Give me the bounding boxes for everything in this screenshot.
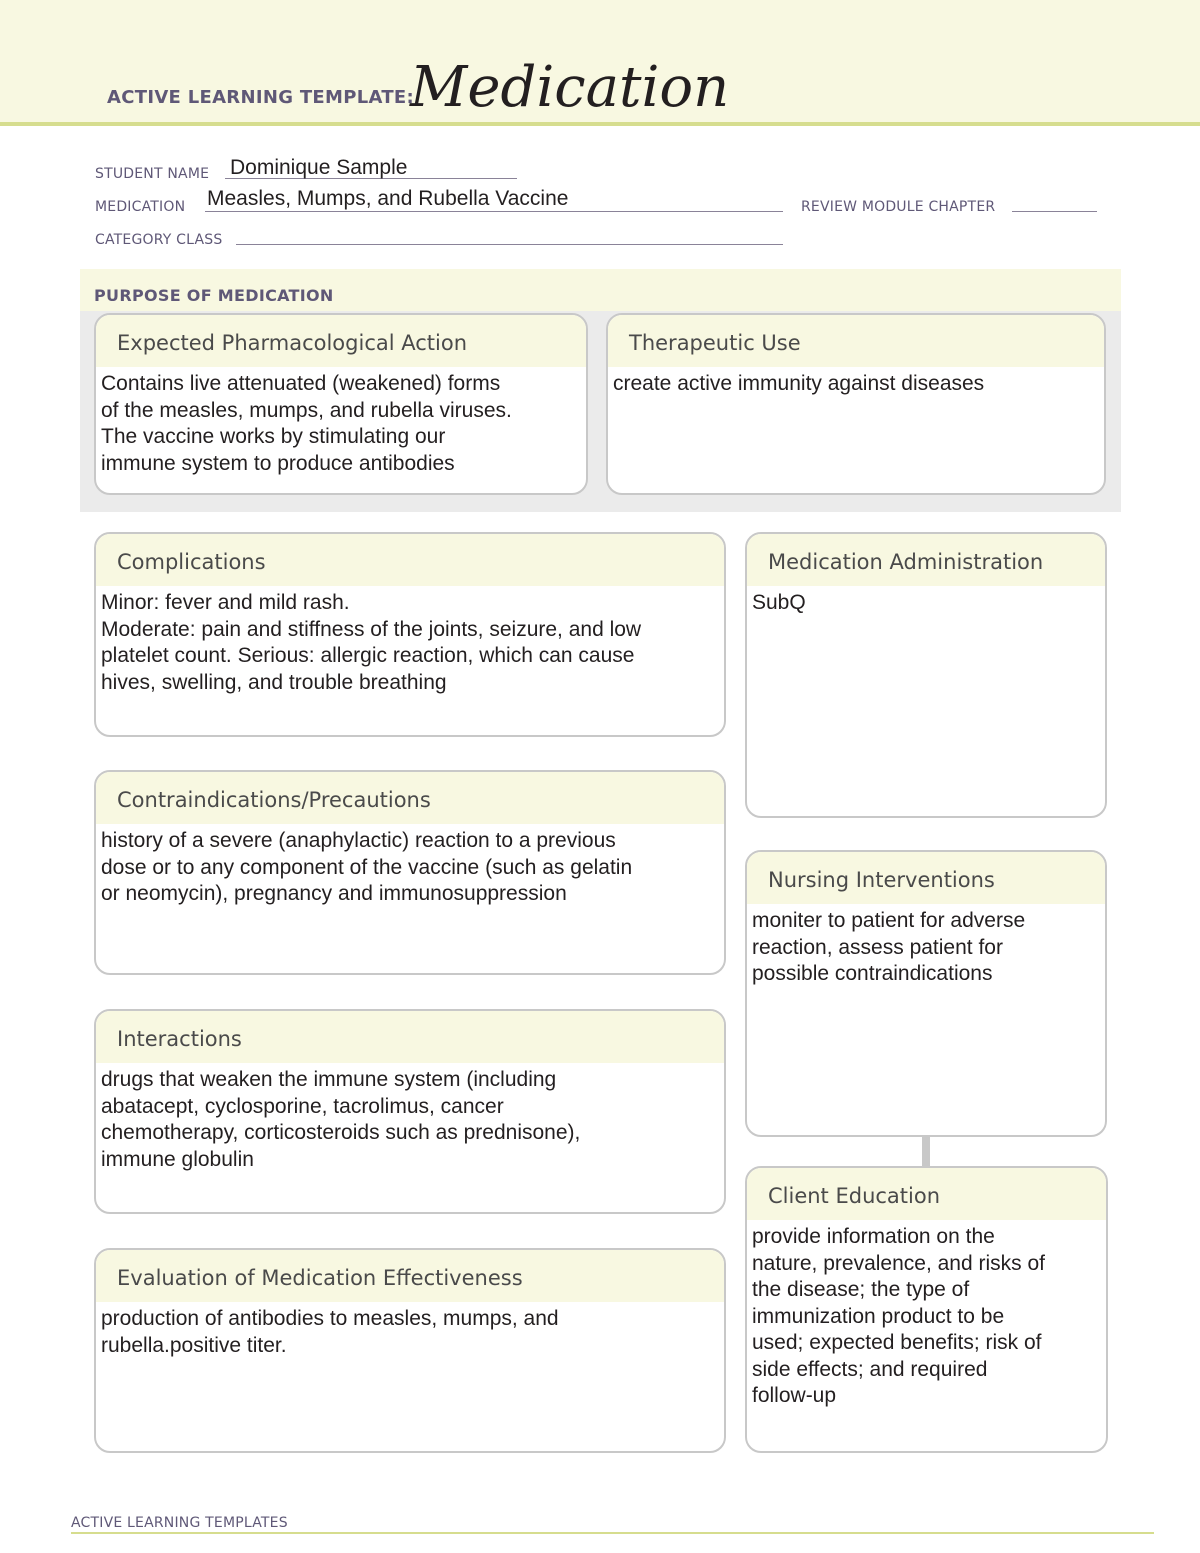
interactions-card bbox=[94, 1009, 726, 1214]
evaluation-card bbox=[94, 1248, 726, 1453]
review-module-line bbox=[1012, 211, 1097, 212]
medication-line bbox=[205, 211, 783, 212]
interactions-heading: Interactions bbox=[96, 1011, 724, 1063]
text-line: history of a severe (anaphylactic) reaction to a previous bbox=[101, 829, 616, 852]
therapeutic-use-heading: Therapeutic Use bbox=[608, 315, 1104, 367]
text-line: side effects; and required bbox=[752, 1357, 988, 1381]
client-education-text[interactable] bbox=[747, 1220, 1106, 1410]
header-rule bbox=[0, 122, 1200, 126]
medication-label: MEDICATION bbox=[95, 199, 186, 215]
text-line: abatacept, cyclosporine, tacrolimus, cancer bbox=[101, 1094, 504, 1118]
footer-rule bbox=[71, 1532, 1154, 1534]
text-line: hives, swelling, and trouble breathing bbox=[101, 670, 447, 694]
contraindications-card bbox=[94, 770, 726, 975]
text-line: create active immunity against diseases bbox=[613, 372, 985, 395]
complications-card bbox=[94, 532, 726, 737]
nursing-interventions-text[interactable] bbox=[747, 904, 1105, 988]
administration-heading: Medication Administration bbox=[747, 534, 1105, 586]
administration-text[interactable] bbox=[747, 586, 1105, 617]
contraindications-heading: Contraindications/Precautions bbox=[96, 772, 724, 824]
purpose-title: PURPOSE OF MEDICATION bbox=[94, 286, 334, 305]
text-line: follow-up bbox=[752, 1384, 837, 1407]
text-line: used; expected benefits; risk of bbox=[752, 1331, 1042, 1354]
text-line: chemotherapy, corticosteroids such as prednisone), bbox=[101, 1121, 581, 1144]
text-line: nature, prevalence, and risks of bbox=[752, 1251, 1045, 1275]
administration-card bbox=[745, 532, 1107, 818]
text-line: Minor: fever and mild rash. bbox=[101, 591, 350, 614]
complications-heading: Complications bbox=[96, 534, 724, 586]
interactions-text[interactable] bbox=[96, 1063, 724, 1173]
client-education-card bbox=[745, 1166, 1108, 1453]
text-line: rubella.positive titer. bbox=[101, 1333, 287, 1357]
text-line: of the measles, mumps, and rubella viruses. bbox=[101, 398, 512, 422]
category-class-line bbox=[236, 244, 783, 245]
nursing-interventions-card bbox=[745, 850, 1107, 1137]
footer-text: ACTIVE LEARNING TEMPLATES bbox=[71, 1515, 288, 1531]
template-label: ACTIVE LEARNING TEMPLATE: bbox=[107, 87, 414, 108]
text-line: Contains live attenuated (weakened) forms bbox=[101, 372, 501, 395]
page-title: Medication bbox=[410, 55, 730, 120]
medication-field[interactable]: Measles, Mumps, and Rubella Vaccine bbox=[207, 187, 569, 210]
text-line: dose or to any component of the vaccine (such as gelatin bbox=[101, 855, 633, 879]
text-line: production of antibodies to measles, mumps, and bbox=[101, 1307, 559, 1330]
expected-action-text[interactable] bbox=[96, 367, 586, 477]
student-name-field[interactable]: Dominique Sample bbox=[230, 156, 408, 179]
category-class-label: CATEGORY CLASS bbox=[95, 232, 223, 248]
text-line: possible contraindications bbox=[752, 962, 993, 985]
text-line: Moderate: pain and stiffness of the joints, seizure, and low bbox=[101, 617, 642, 641]
text-line: provide information on the bbox=[752, 1225, 995, 1248]
student-name-label: STUDENT NAME bbox=[95, 166, 210, 182]
evaluation-text[interactable] bbox=[96, 1302, 724, 1359]
text-line: immunization product to be bbox=[752, 1304, 1005, 1328]
text-line: or neomycin), pregnancy and immunosuppression bbox=[101, 882, 567, 905]
text-line: immune system to produce antibodies bbox=[101, 451, 455, 475]
evaluation-heading: Evaluation of Medication Effectiveness bbox=[96, 1250, 724, 1302]
text-line: the disease; the type of bbox=[752, 1278, 970, 1301]
text-line: moniter to patient for adverse bbox=[752, 909, 1026, 932]
therapeutic-use-card bbox=[606, 313, 1106, 495]
nursing-interventions-heading: Nursing Interventions bbox=[747, 852, 1105, 904]
text-line: drugs that weaken the immune system (including bbox=[101, 1068, 557, 1091]
contraindications-text[interactable] bbox=[96, 824, 724, 908]
text-line: platelet count. Serious: allergic reaction, which can cause bbox=[101, 644, 635, 667]
text-line: The vaccine works by stimulating our bbox=[101, 425, 446, 448]
expected-action-card bbox=[94, 313, 588, 495]
box-connector bbox=[922, 1136, 930, 1166]
complications-text[interactable] bbox=[96, 586, 724, 696]
client-education-heading: Client Education bbox=[747, 1168, 1106, 1220]
text-line: reaction, assess patient for bbox=[752, 935, 1003, 959]
review-module-label: REVIEW MODULE CHAPTER bbox=[801, 199, 996, 215]
text-line: immune globulin bbox=[101, 1147, 254, 1171]
expected-action-heading: Expected Pharmacological Action bbox=[96, 315, 586, 367]
therapeutic-use-text[interactable] bbox=[608, 367, 1104, 398]
text-line: SubQ bbox=[752, 591, 806, 614]
